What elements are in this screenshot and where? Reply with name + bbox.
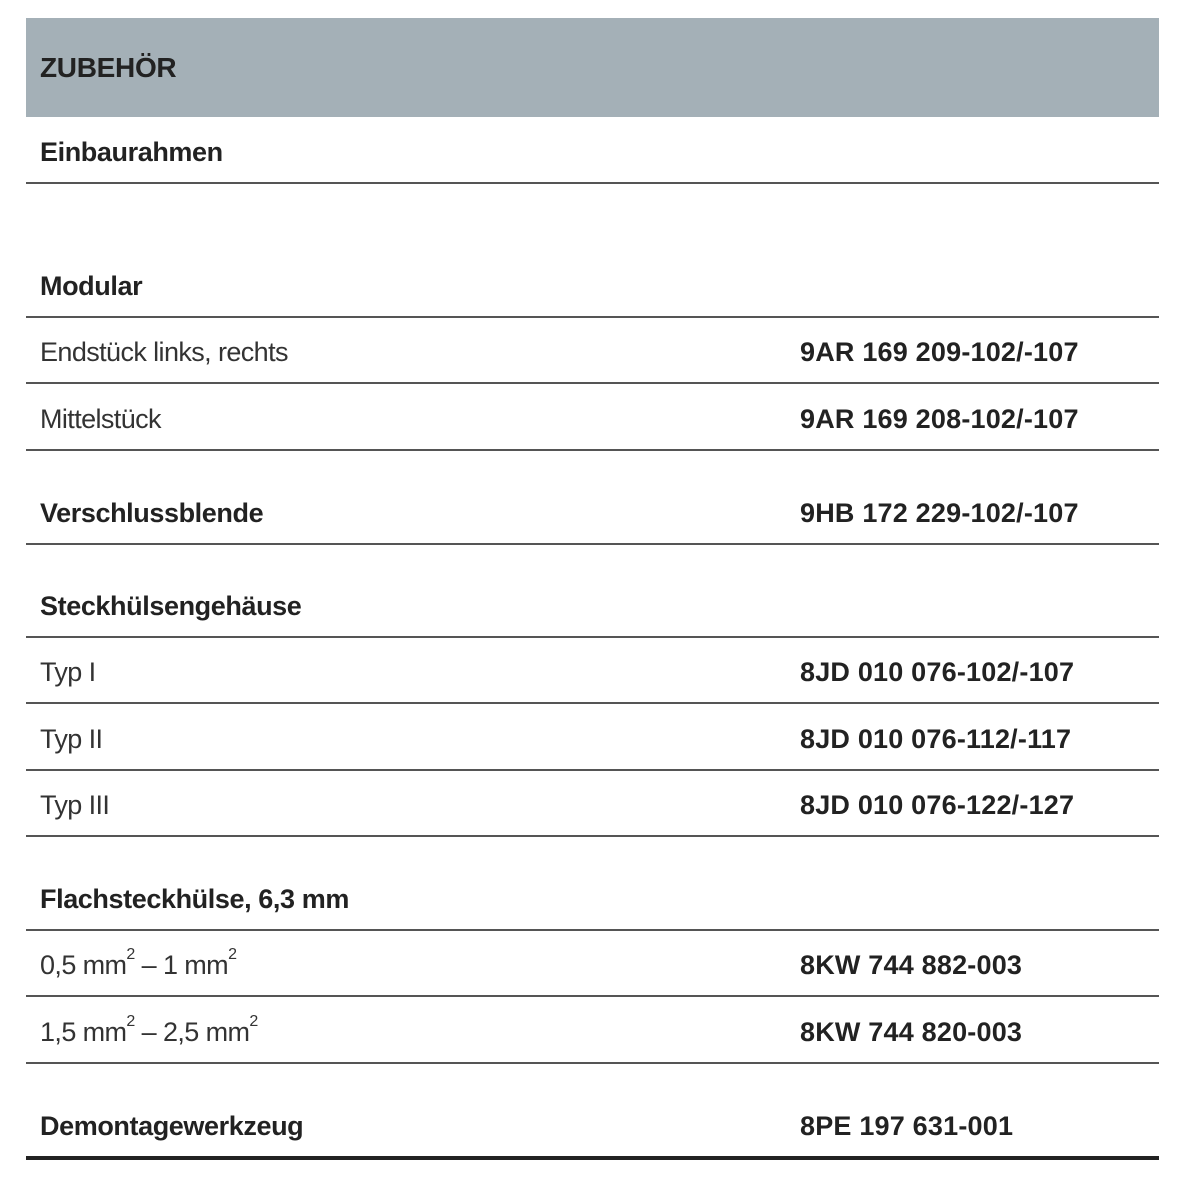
section-header xyxy=(26,18,1159,117)
part-number: 8JD 010 076-112/-117 xyxy=(800,724,1072,754)
part-number: 8KW 744 820-003 xyxy=(800,1017,1023,1047)
table-row xyxy=(26,997,1159,1064)
table-row-heading xyxy=(26,117,1159,184)
row-label: Typ I xyxy=(40,657,96,687)
row-label: Endstück links, rechts xyxy=(40,337,288,367)
row-label: Typ II xyxy=(40,724,103,754)
row-label: 0,5 $mm^2 - 1$ $mm^2$ xyxy=(40,946,237,980)
table-row xyxy=(26,451,1159,545)
part-number: 8KW 744 882-003 xyxy=(800,950,1023,980)
row-label: Mittelstück xyxy=(40,404,161,434)
row-label: Verschlussblende xyxy=(40,498,264,528)
row-label: Flachsteckhülse, 6,3 mm xyxy=(40,884,349,914)
part-number: 8JD 010 076-102/-107 xyxy=(800,657,1075,687)
table-row-heading xyxy=(26,837,1159,931)
part-number: 8JD 010 076-122/-127 xyxy=(800,790,1075,820)
section-title: ZUBEHÖR xyxy=(40,52,177,83)
table-row xyxy=(26,931,1159,997)
row-label: 1,5 $mm^2 - 2,5$ $mm^2$ xyxy=(40,1013,258,1047)
part-number: 8PE 197 631-001 xyxy=(800,1111,1014,1141)
table-row-heading xyxy=(26,184,1159,318)
table-row xyxy=(26,638,1159,704)
table-row xyxy=(26,318,1159,384)
part-number: 9AR 169 209-102/-107 xyxy=(800,337,1079,367)
table-row-heading xyxy=(26,545,1159,638)
part-number: 9HB 172 229-102/-107 xyxy=(800,498,1079,528)
table-row xyxy=(26,384,1159,451)
part-number: 9AR 169 208-102/-107 xyxy=(800,404,1079,434)
row-label: Einbaurahmen xyxy=(40,137,223,167)
row-label: Demontagewerkzeug xyxy=(40,1111,304,1141)
table-row xyxy=(26,704,1159,771)
table-row xyxy=(26,771,1159,837)
row-label: Typ III xyxy=(40,790,110,820)
row-label: Steckhülsengehäuse xyxy=(40,591,302,621)
table-row xyxy=(26,1064,1159,1160)
row-label: Modular xyxy=(40,271,143,301)
